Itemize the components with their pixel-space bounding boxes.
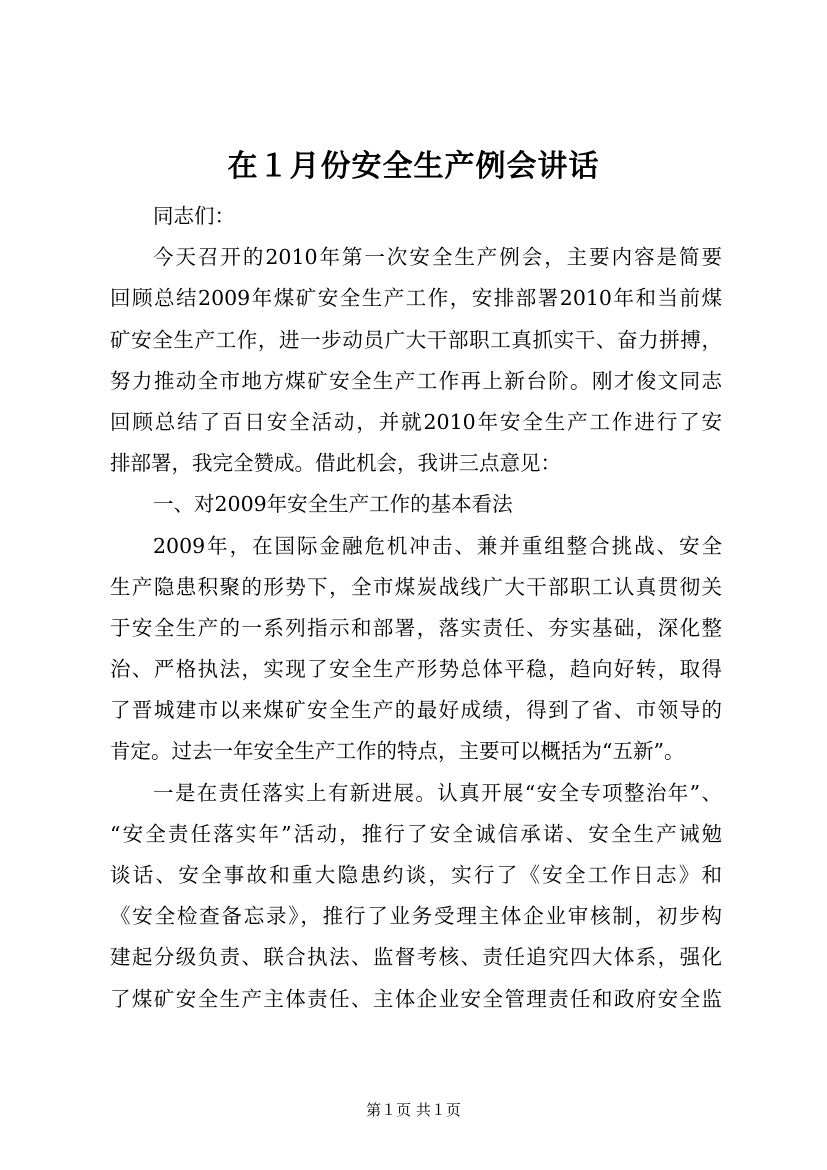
document-body (110, 196, 722, 1020)
paragraph-line: 排部署，我完全赞成。借此机会，我讲三点意见： (110, 451, 561, 476)
paragraph-line: 于安全生产的一系列指示和部署，落实责任、夯实基础，深化整 (110, 615, 722, 640)
paragraph-line: 同志们： (153, 204, 235, 228)
paragraph-line: 一是在责任落实上有新进展。认真开展“安全专项整治年”、 (153, 780, 722, 805)
paragraph-line: 了晋城建市以来煤矿安全生产的最好成绩，得到了省、市领导的 (110, 698, 722, 723)
paragraph-line: 了煤矿安全生产主体责任、主体企业安全管理责任和政府安全监 (110, 986, 722, 1011)
paragraph-line: 一、对2009年安全生产工作的基本看法 (153, 492, 513, 517)
paragraph-line: 谈话、安全事故和重大隐患约谈，实行了《安全工作日志》和 (110, 863, 722, 887)
paragraph-line: 生产隐患积聚的形势下，全市煤炭战线广大干部职工认真贯彻关 (110, 574, 722, 599)
paragraph-line: 今天召开的2010年第一次安全生产例会，主要内容是简要 (153, 245, 722, 270)
paragraph-line: 2009年，在国际金融危机冲击、兼并重组整合挑战、安全 (153, 533, 722, 558)
paragraph-line: 矿安全生产工作，进一步动员广大干部职工真抓实干、奋力拼搏， (110, 327, 722, 352)
paragraph-line: 《安全检查备忘录》，推行了业务受理主体企业审核制，初步构 (110, 904, 722, 929)
paragraph-line: 回顾总结了百日安全活动，并就2010年安全生产工作进行了安 (110, 409, 722, 434)
page-footer: 第１页 共１页 (366, 1101, 461, 1119)
paragraph-line: 肯定。过去一年安全生产工作的特点，主要可以概括为“五新”。 (110, 739, 685, 764)
paragraph-line: “安全责任落实年”活动，推行了安全诚信承诺、安全生产诫勉 (110, 821, 722, 846)
paragraph-line: 建起分级负责、联合执法、监督考核、责任追究四大体系，强化 (110, 945, 722, 970)
paragraph-line: 努力推动全市地方煤矿安全生产工作再上新台阶。刚才俊文同志 (110, 368, 722, 393)
document-title: 在１月份安全生产例会讲话 (227, 149, 600, 184)
paragraph-line: 回顾总结2009年煤矿安全生产工作，安排部署2010年和当前煤 (110, 286, 722, 311)
paragraph-line: 治、严格执法，实现了安全生产形势总体平稳，趋向好转，取得 (110, 657, 722, 682)
